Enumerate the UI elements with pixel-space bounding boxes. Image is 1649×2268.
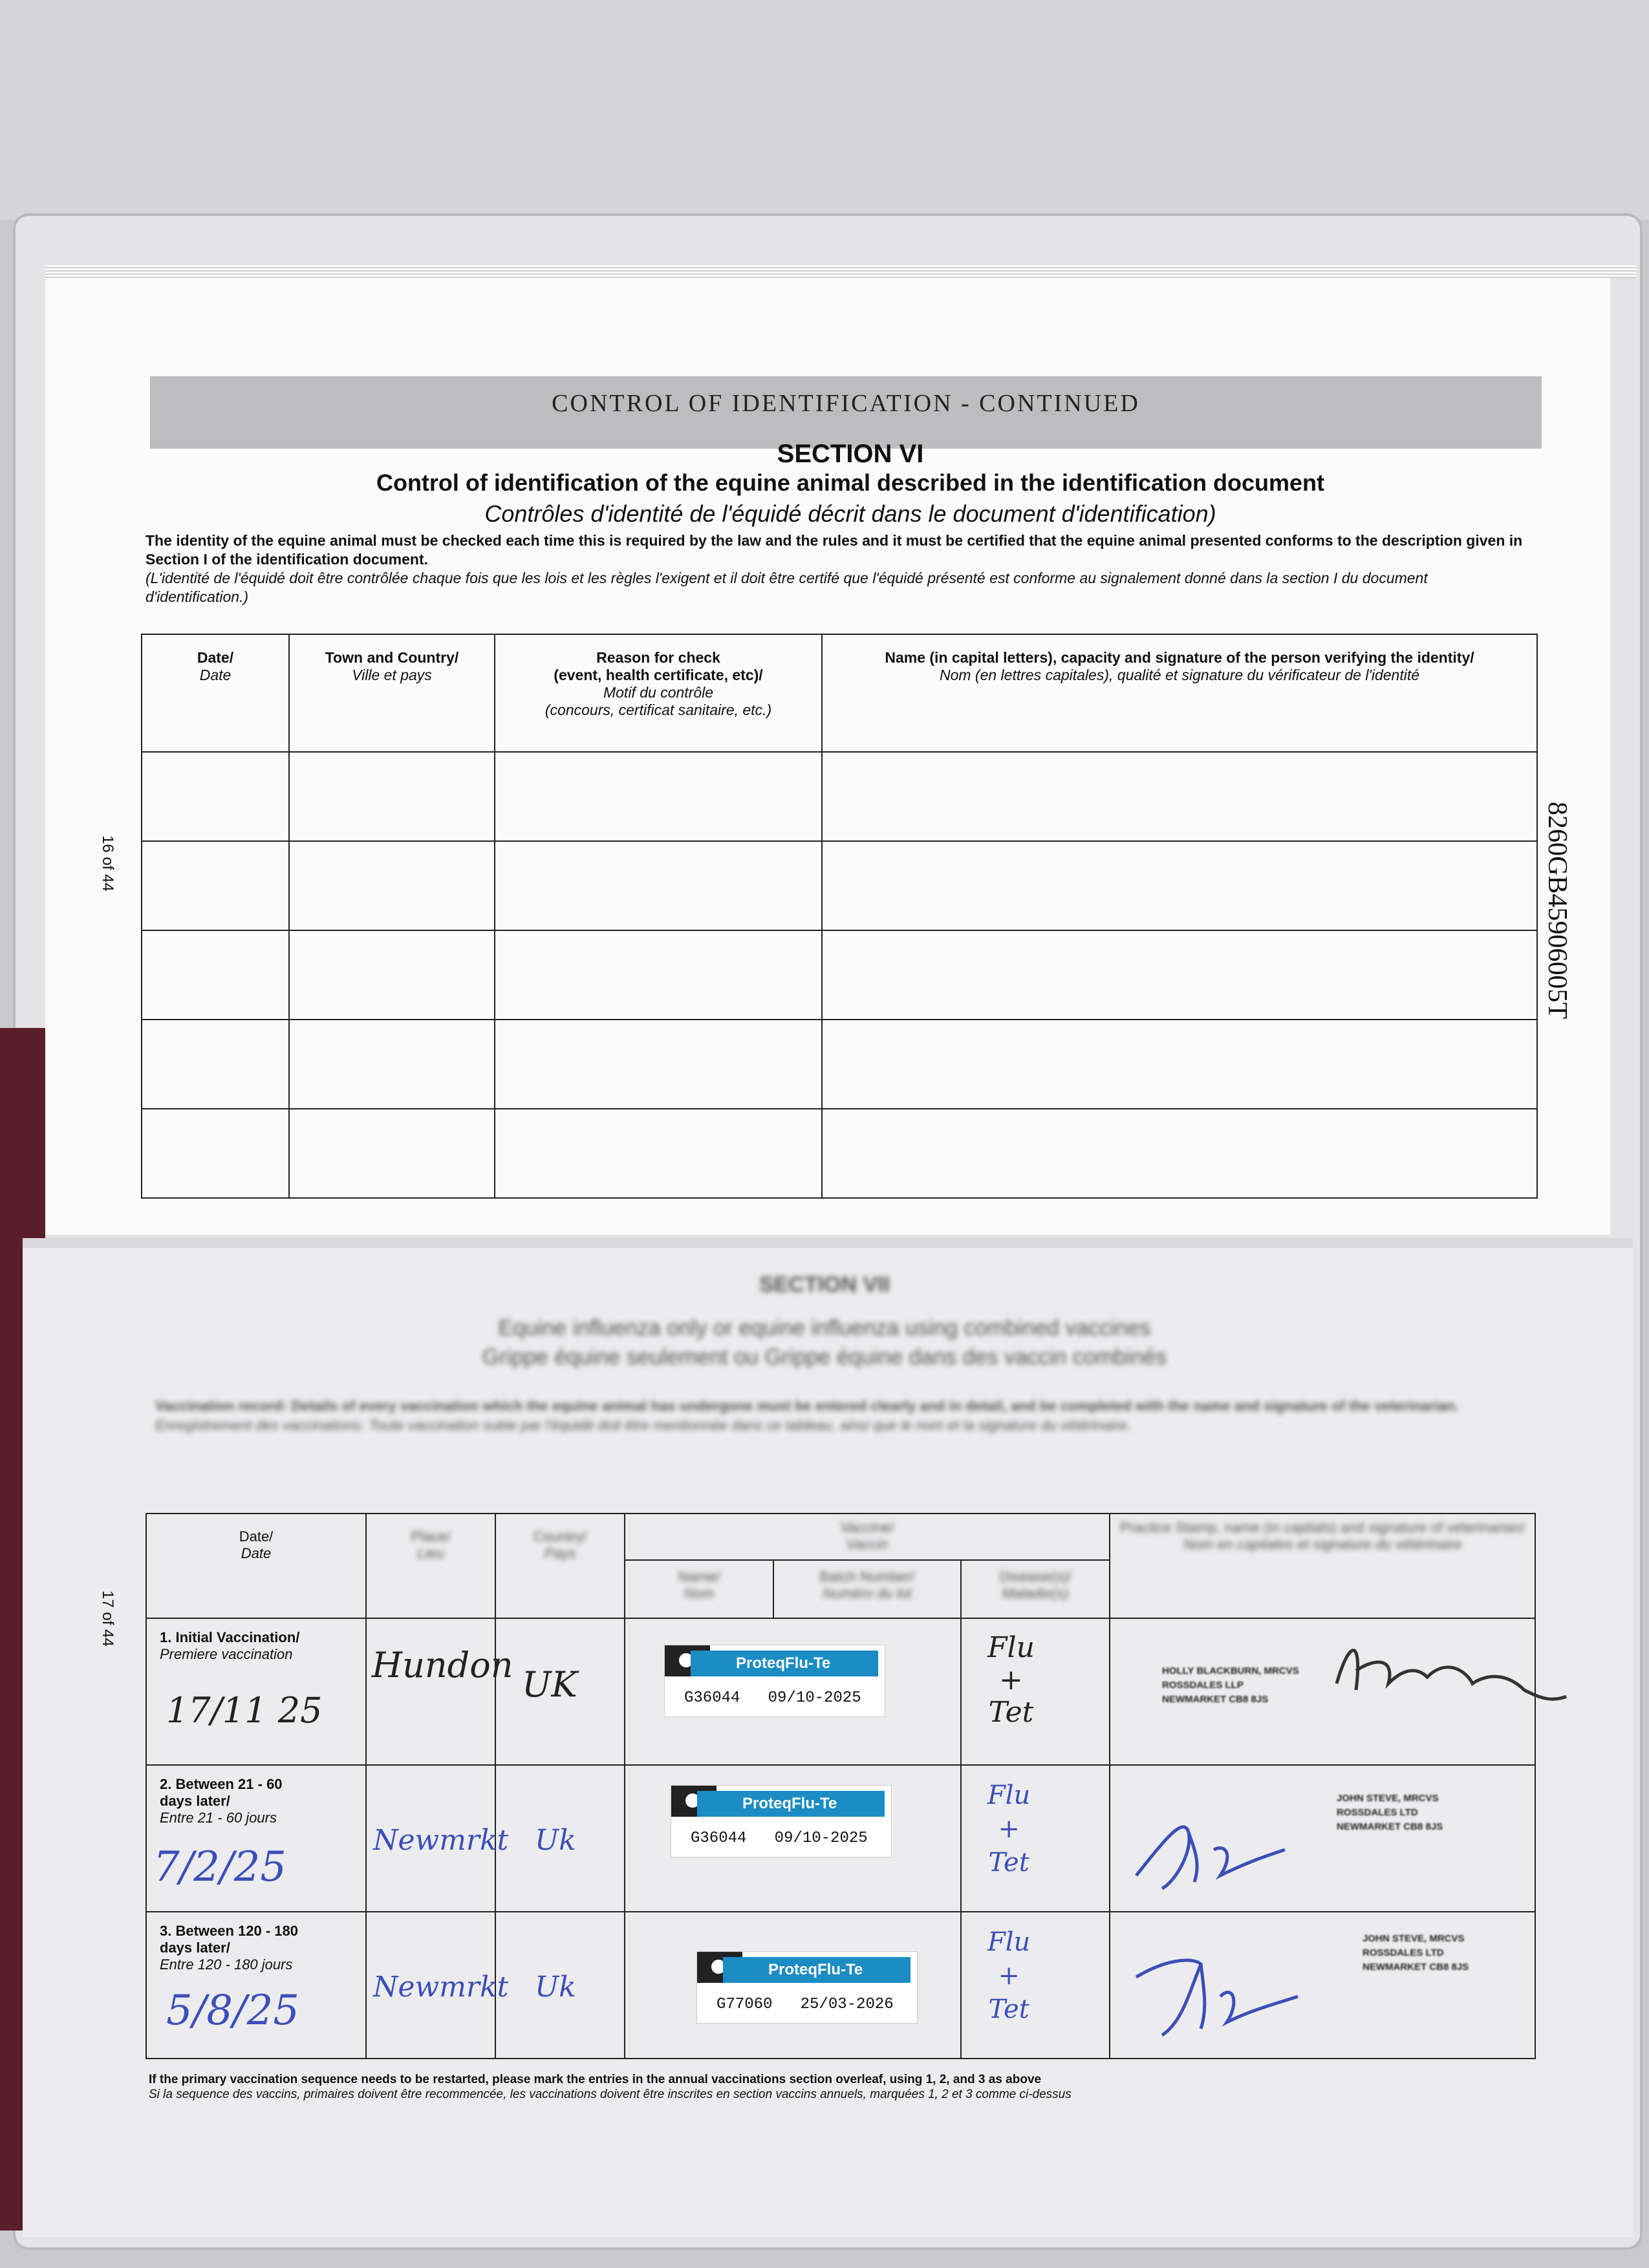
section-title-fr: Contrôles d'identité de l'équidé décrit dans le document d'identification) bbox=[484, 500, 1216, 527]
table-row bbox=[146, 1912, 1535, 2059]
vaccination-place: Newmrkt bbox=[373, 1824, 509, 1857]
veterinarian-signature bbox=[1123, 1804, 1291, 1895]
section-heading: SECTION VI bbox=[777, 440, 924, 468]
vaccination-country: Uk bbox=[535, 1971, 576, 2004]
table-row bbox=[146, 1618, 1535, 1765]
header-vaccine: Vaccine/ Vaccin bbox=[625, 1514, 1110, 1560]
table-row bbox=[142, 1109, 1537, 1198]
veterinarian-signature bbox=[1324, 1632, 1569, 1729]
identity-check-table bbox=[141, 634, 1538, 1199]
section-vii-intro bbox=[155, 1396, 1533, 1435]
table-row bbox=[142, 841, 1537, 930]
section-intro bbox=[146, 531, 1523, 606]
header-reason: Reason for check (event, health certificate, etc)/ Motif du contrôle (concours, certificat sanitaire, etc.) bbox=[495, 634, 822, 752]
page-number-16: 16 of 44 bbox=[99, 835, 116, 892]
vaccine-brand: ProteqFlu-Te bbox=[691, 1651, 878, 1676]
intro-en: Vaccination record: Details of every vaccination which the equine animal has undergone must be entered clearly and in detail, and be completed with the name and signature of the veterinarian. bbox=[155, 1398, 1459, 1414]
document-number: 8260GB45906005T bbox=[1542, 802, 1572, 1019]
table-header-row bbox=[146, 1514, 1535, 1560]
header-name: Name (in capital letters), capacity and signature of the person verifying the identity/ Nom (en lettres capitales), qualité et signature du vérificateur de l'identité bbox=[822, 634, 1537, 752]
vaccine-brand: ProteqFlu-Te bbox=[723, 1957, 911, 1983]
header-vaccine-name: Name/ Nom bbox=[625, 1560, 773, 1618]
header-country: Country/ Pays bbox=[495, 1514, 625, 1618]
section-vii-subtitle-fr: Grippe équine seulement ou Grippe équine dans des vaccin combinés bbox=[482, 1345, 1167, 1369]
table-header-row bbox=[142, 634, 1537, 752]
row-label: 3. Between 120 - 180 days later/ Entre 120 - 180 jours bbox=[160, 1923, 299, 1973]
section-banner bbox=[150, 376, 1542, 449]
vaccination-place: Newmrkt bbox=[373, 1971, 509, 2004]
vaccine-codes: G77060 25/03-2026 bbox=[717, 1996, 894, 2013]
vaccination-date: 5/8/25 bbox=[166, 1987, 299, 2035]
section-vii-heading: SECTION VII bbox=[759, 1272, 890, 1297]
page-edges bbox=[45, 265, 1636, 278]
header-date: Date/ Date bbox=[142, 634, 289, 752]
header-town: Town and Country/ Ville et pays bbox=[289, 634, 495, 752]
intro-en: The identity of the equine animal must be checked each time this is required by the law and the rules and it must be certified that the equine animal presented conforms to the description given in Section I of the identification document. bbox=[146, 532, 1523, 568]
row-label: 1. Initial Vaccination/ Premiere vaccination bbox=[160, 1629, 300, 1662]
section-title-en: Control of identification of the equine animal described in the identification document bbox=[376, 469, 1325, 496]
intro-fr: (L'identité de l'équidé doit être contrôlée chaque fois que les lois et les règles l'exigent et il doit être certifé que l'équidé présenté est conforme au signalement donné dans la section I du document d'identification.) bbox=[146, 570, 1428, 605]
table-row bbox=[142, 1020, 1537, 1109]
disease: Flu + Tet bbox=[987, 1631, 1035, 1729]
vaccine-sticker bbox=[696, 1951, 918, 2024]
intro-fr: Enregistrement des vaccinations: Toute vaccination subie par l'équidé doit être mentionnée dans ce tableau, ainsi que le nom et la signature du vétérinaire. bbox=[155, 1417, 1131, 1433]
footnote bbox=[149, 2072, 1539, 2102]
row-label: 2. Between 21 - 60 days later/ Entre 21 - 60 jours bbox=[160, 1776, 283, 1826]
scan-background bbox=[0, 0, 1649, 220]
table-row bbox=[142, 930, 1537, 1020]
header-date: Date/ Date bbox=[146, 1514, 366, 1618]
disease: Flu + Tet bbox=[987, 1927, 1031, 2024]
vaccine-codes: G36044 09/10-2025 bbox=[684, 1689, 861, 1707]
vaccine-sticker bbox=[664, 1645, 885, 1717]
footnote-fr: Si la sequence des vaccins, primaires doivent être recommencée, les vaccinations doivent être inscrites en section vaccins annuels, marquées 1, 2 et 3 comme ci-dessus bbox=[149, 2088, 1072, 2101]
header-batch: Batch Number/ Numéro du lot bbox=[773, 1560, 961, 1618]
table-row bbox=[146, 1765, 1535, 1912]
vaccine-codes: G36044 09/10-2025 bbox=[691, 1830, 868, 1847]
veterinarian-signature bbox=[1123, 1945, 1304, 2042]
vaccination-place: Hundon bbox=[372, 1645, 513, 1685]
disease: Flu + Tet bbox=[987, 1781, 1031, 1878]
practice-stamp: JOHN STEVE, MRCVS ROSSDALES LTD NEWMARKET CB8 8JS bbox=[1363, 1933, 1469, 1973]
practice-stamp: HOLLY BLACKBURN, MRCVS ROSSDALES LLP NEWMARKET CB8 8JS bbox=[1162, 1665, 1299, 1705]
header-place: Place/ Lieu bbox=[366, 1514, 495, 1618]
vaccination-date: 17/11 25 bbox=[166, 1690, 323, 1731]
header-disease: Disease(s)/ Maladie(s) bbox=[961, 1560, 1110, 1618]
footnote-en: If the primary vaccination sequence needs to be restarted, please mark the entries in the annual vaccinations section overleaf, using 1, 2, and 3 as above bbox=[149, 2073, 1042, 2086]
vaccination-date: 7/2/25 bbox=[153, 1843, 286, 1891]
header-practice: Practice Stamp, name (in capitals) and signature of veterinarian/ Nom en capitales et signature du vétérinaire bbox=[1110, 1514, 1535, 1618]
vaccination-table bbox=[146, 1513, 1536, 2059]
table-row bbox=[142, 752, 1537, 841]
practice-stamp: JOHN STEVE, MRCVS ROSSDALES LTD NEWMARKET CB8 8JS bbox=[1337, 1793, 1443, 1832]
page-number-17: 17 of 44 bbox=[99, 1590, 116, 1647]
vaccine-sticker bbox=[671, 1785, 892, 1857]
vaccination-country: Uk bbox=[535, 1824, 576, 1857]
vaccine-brand: ProteqFlu-Te bbox=[697, 1791, 885, 1817]
banner-title: CONTROL OF IDENTIFICATION - CONTINUED bbox=[552, 390, 1140, 417]
section-vii-subtitle-en: Equine influenza only or equine influenza using combined vaccines bbox=[498, 1316, 1151, 1340]
vaccination-country: UK bbox=[522, 1664, 577, 1705]
